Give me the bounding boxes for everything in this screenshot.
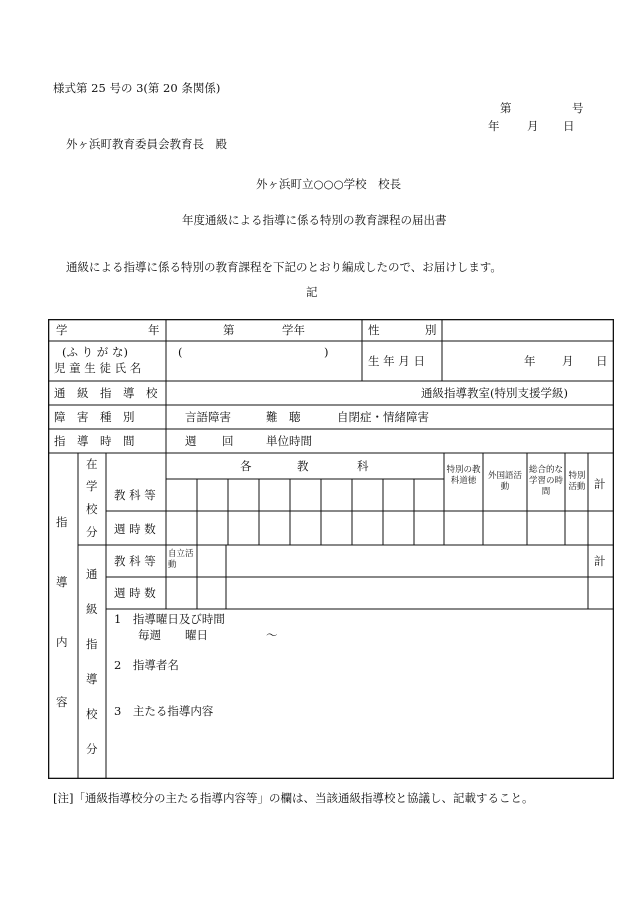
hours-label: 指 導 時 間 (54, 434, 135, 448)
kei-label-2: 計 (594, 554, 606, 568)
shido-naiyo-1: 指 (56, 515, 68, 529)
zaigaku-1: 在 (86, 457, 98, 471)
paren-close: ) (324, 345, 329, 359)
birth-day: 日 (596, 354, 608, 368)
item-1-dayofweek: 曜日 (185, 628, 208, 642)
tsukyu-1: 通 (86, 567, 98, 581)
grade-value-prefix: 第 (223, 323, 235, 337)
tokubetsu-katsudo-header: 特別活動 (568, 471, 586, 492)
doc-number-suffix: 号 (572, 101, 584, 115)
disability-speech[interactable]: 言語障害 (185, 410, 231, 424)
tsukyu-3: 指 (86, 637, 98, 651)
disability-autism[interactable]: 自閉症・情緒障害 (337, 410, 429, 424)
birth-month: 月 (562, 354, 574, 368)
hours-units: 単位時間 (266, 434, 312, 448)
grade-label-1: 学 (56, 323, 68, 337)
doc-number-prefix: 第 (500, 101, 512, 115)
item-1: 1 指導曜日及び時間 (114, 612, 225, 626)
kei-header: 計 (594, 477, 606, 491)
kyoka-to-label: 教 科 等 (114, 488, 156, 502)
subjects-header-3: 科 (357, 459, 369, 473)
sex-label-2: 別 (425, 323, 437, 337)
school-value: 通級指導教室(特別支援学級) (421, 386, 568, 400)
disability-hearing[interactable]: 難 聴 (266, 410, 301, 424)
birth-year: 年 (524, 354, 536, 368)
shido-naiyo-4: 容 (56, 695, 68, 709)
grade-value-suffix: 学年 (282, 323, 305, 337)
name-label: 児 童 生 徒 氏 名 (54, 361, 142, 375)
school-label: 通 級 指 導 校 (54, 386, 158, 400)
item-2: 2 指導者名 (114, 658, 179, 672)
tsukyu-4: 導 (86, 672, 98, 686)
sogo-header: 総合的な学習の時間 (528, 465, 563, 497)
ki-label: 記 (306, 285, 318, 299)
sex-field[interactable] (443, 320, 613, 340)
tokubetsu-dotoku-header: 特別の教科道徳 (446, 465, 481, 486)
paren-open: ( (178, 345, 183, 359)
furigana-label: (ふ り が な) (62, 345, 128, 359)
kyoka-to-label-2: 教 科 等 (114, 554, 156, 568)
shu-jisu-label-2: 週 時 数 (114, 586, 156, 600)
date-day: 日 (563, 119, 575, 133)
zaigaku-4: 分 (86, 525, 98, 539)
item-1-tilde: ～ (266, 628, 278, 642)
date-month: 月 (527, 119, 539, 133)
sender: 外ヶ浜町立○○○学校 校長 (256, 177, 402, 191)
subjects-header-2: 教 (297, 459, 309, 473)
gaikokugo-header: 外国語活 動 (487, 471, 531, 492)
date-year: 年 (488, 119, 500, 133)
tsukyu-6: 分 (86, 742, 98, 756)
tsukyu-2: 級 (86, 602, 98, 616)
sex-label-1: 性 (368, 323, 380, 337)
disability-label: 障 害 種 別 (54, 410, 135, 424)
hours-week: 週 (185, 434, 197, 448)
intro-text: 通級による指導に係る特別の教育課程を下記のとおり編成したので、お届けします。 (66, 260, 502, 274)
shido-naiyo-2: 導 (56, 575, 68, 589)
zaigaku-3: 校 (86, 502, 98, 516)
form-number: 様式第 25 号の 3(第 20 条関係) (53, 81, 221, 95)
jiritsu-label: 自立活動 (168, 549, 194, 570)
form-table (48, 319, 614, 779)
tsukyu-5: 校 (86, 707, 98, 721)
document-title: 年度通級による指導に係る特別の教育課程の届出書 (182, 213, 447, 227)
birth-label: 生 年 月 日 (368, 354, 425, 368)
subjects-header-1: 各 (240, 459, 252, 473)
item-3: 3 主たる指導内容 (114, 704, 214, 718)
shido-naiyo-3: 内 (56, 635, 68, 649)
student-name-field[interactable] (167, 342, 361, 380)
recipient: 外ヶ浜町教育委員会教育長 殿 (66, 137, 227, 151)
item-1-weekly: 毎週 (138, 628, 161, 642)
shu-jisu-label: 週 時 数 (114, 522, 156, 536)
hours-times: 回 (222, 434, 234, 448)
footer-note: [注]「通級指導校分の主たる指導内容等」の欄は、当該通級指導校と協議し、記載すること。 (53, 791, 534, 805)
grade-label-2: 年 (148, 323, 160, 337)
zaigaku-2: 学 (86, 479, 98, 493)
